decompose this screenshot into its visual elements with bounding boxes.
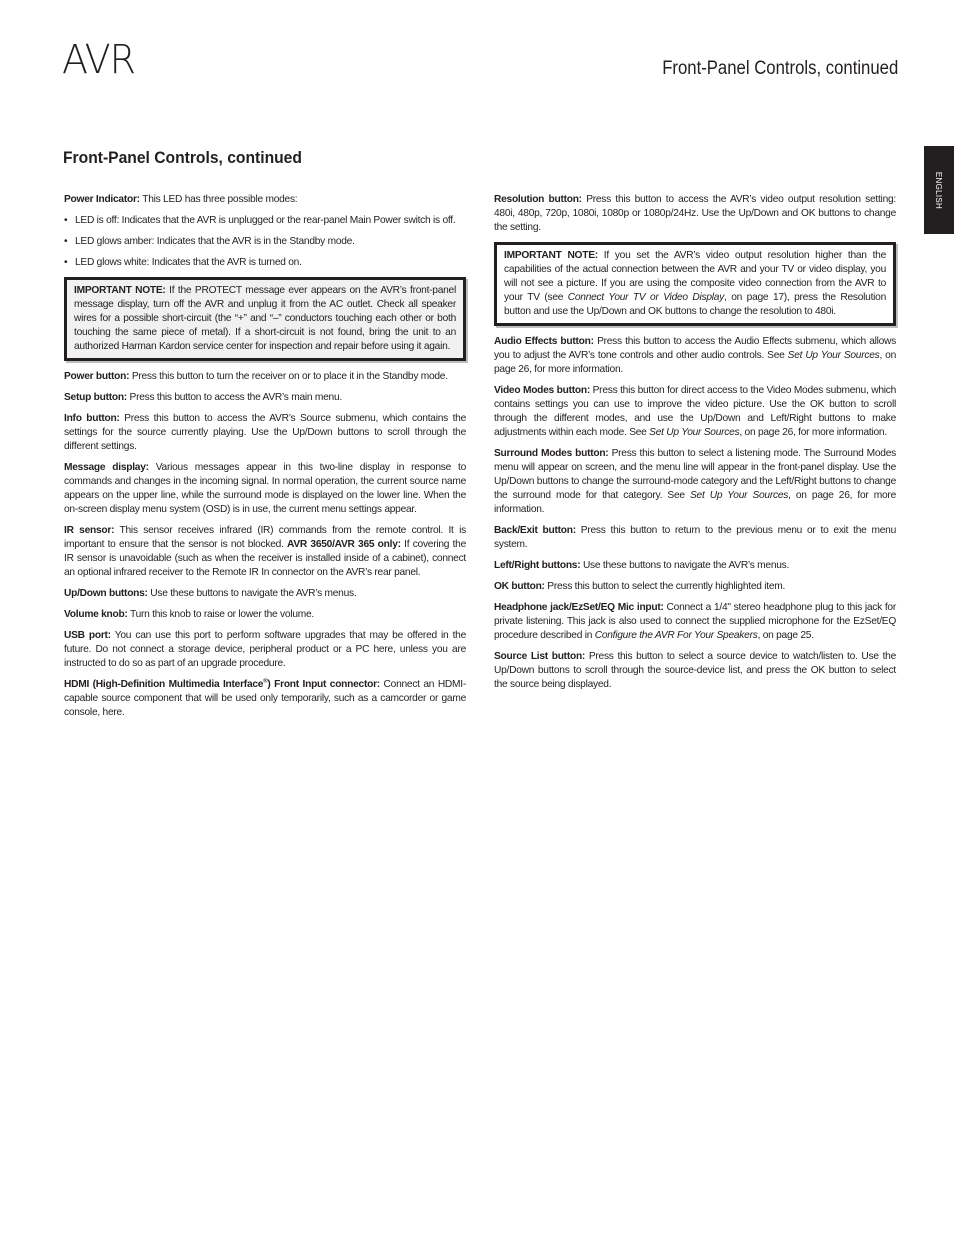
note-text: If you set the AVR’s video output resolution higher than the capabilities of the actual connection between the AVR and your TV or video display, you will not see a picture. If you are using the composite video connection from the AVR to your TV (see xyxy=(504,250,886,303)
message-display-text: Various messages appear in this two-line display in response to commands and changes in the incoming signal. In normal operation, the current source name appears on the upper line, while the surround mode is displayed on the lower line. When the on-screen display menu system (OSD) is in use, the current menu settings appear. xyxy=(64,462,466,515)
note-paragraph xyxy=(74,284,456,354)
audio-effects-label: Audio Effects button: xyxy=(494,336,594,347)
surround-modes-text-2: , on page 26, for more information. xyxy=(494,490,896,515)
list-item xyxy=(64,214,466,228)
headphone-jack-label: Headphone jack/EzSet/EQ Mic input: xyxy=(494,602,664,613)
source-list-text: Press this button to select a source device to watch/listen to. Use the Up/Down buttons to scroll through the source-device list, and press the OK button to select the source being displayed. xyxy=(494,651,896,690)
info-button-label: Info button: xyxy=(64,413,120,424)
updown-buttons-paragraph xyxy=(64,587,466,601)
led-modes-list xyxy=(64,214,466,270)
power-indicator-text: This LED has three possible modes: xyxy=(139,194,298,205)
list-item-text: LED glows amber: Indicates that the AVR is in the Standby mode. xyxy=(75,236,355,247)
volume-knob-paragraph xyxy=(64,608,466,622)
ok-button-text: Press this button to select the currently highlighted item. xyxy=(544,581,786,592)
ok-button-label: OK button: xyxy=(494,581,545,592)
hdmi-label-part-b: ) Front Input connector: xyxy=(267,679,380,690)
hdmi-text: Connect an HDMI-capable source component that will be used only temporarily, such as a camcorder or game console, here. xyxy=(64,679,466,718)
setup-button-label: Setup button: xyxy=(64,392,127,403)
section-title: Front-Panel Controls, continued xyxy=(63,148,302,167)
ir-sensor-models: AVR 3650/AVR 365 only: xyxy=(287,539,401,550)
source-list-paragraph xyxy=(494,650,896,692)
power-button-text: Press this button to turn the receiver on or to place it in the Standby mode. xyxy=(129,371,448,382)
usb-port-label: USB port: xyxy=(64,630,111,641)
audio-effects-reference: Set Up Your Sources xyxy=(787,350,880,361)
headphone-jack-text-2: , on page 25. xyxy=(757,630,814,641)
back-exit-paragraph xyxy=(494,524,896,552)
left-right-buttons-text: Use these buttons to navigate the AVR’s menus. xyxy=(580,560,790,571)
updown-buttons-text: Use these buttons to navigate the AVR’s menus. xyxy=(147,588,357,599)
headphone-jack-paragraph xyxy=(494,601,896,643)
hdmi-front-input-paragraph xyxy=(64,678,466,720)
source-list-label: Source List button: xyxy=(494,651,586,662)
video-modes-label: Video Modes button: xyxy=(494,385,590,396)
right-column xyxy=(494,193,896,699)
power-indicator-paragraph xyxy=(64,193,466,207)
back-exit-label: Back/Exit button: xyxy=(494,525,576,536)
list-item-text: LED is off: Indicates that the AVR is unplugged or the rear-panel Main Power switch is off. xyxy=(75,215,456,226)
note-paragraph xyxy=(504,249,886,319)
left-column xyxy=(64,193,466,727)
left-right-buttons-paragraph xyxy=(494,559,896,573)
info-button-text: Press this button to access the AVR’s Source submenu, which contains the settings for the source currently playing. Use the Up/Down buttons to scroll through the different settings. xyxy=(64,413,466,452)
headphone-jack-text: Connect a 1/4" stereo headphone plug to this jack for private listening. This jack is also used to connect the supplied microphone for the EzSet/EQ procedure described in xyxy=(494,602,896,641)
ir-sensor-text: This sensor receives infrared (IR) commands from the remote control. It is important to ensure that the sensor is not blocked. xyxy=(64,525,466,550)
updown-buttons-label: Up/Down buttons: xyxy=(64,588,148,599)
important-note-resolution xyxy=(494,242,896,326)
registered-mark: ® xyxy=(263,678,268,685)
hdmi-label-part-a: HDMI (High-Definition Multimedia Interface xyxy=(64,679,264,690)
audio-effects-text-2: , on page 26, for more information. xyxy=(494,350,896,375)
hdmi-label xyxy=(64,679,380,690)
ir-sensor-paragraph xyxy=(64,524,466,580)
setup-button-paragraph xyxy=(64,391,466,405)
list-item-text: LED glows white: Indicates that the AVR is turned on. xyxy=(75,257,302,268)
headphone-jack-reference: Configure the AVR For Your Speakers xyxy=(594,630,758,641)
resolution-button-label: Resolution button: xyxy=(494,194,582,205)
back-exit-text: Press this button to return to the previous menu or to exit the menu system. xyxy=(494,525,896,550)
resolution-button-paragraph xyxy=(494,193,896,235)
ir-sensor-text-2: If covering the IR sensor is unavoidable (such as when the receiver is installed inside of a cabinet), connect an optional infrared receiver to the Remote IR In connector on the AVR’s rear panel. xyxy=(64,539,466,578)
surround-modes-label: Surround Modes button: xyxy=(494,448,609,459)
list-item xyxy=(64,256,466,270)
note-text: If the PROTECT message ever appears on the AVR’s front-panel message display, turn off the AVR and unplug it from the AC outlet. Check all speaker wires for a possible short-circuit (the “+” and “–” conductors touching each other or both touching the same piece of metal). If a short-circuit is not found, bring the unit to an authorized Harman Kardon service center for inspection and repair before using it again. xyxy=(74,285,456,352)
bullet-icon: • xyxy=(64,215,68,226)
power-button-paragraph xyxy=(64,370,466,384)
video-modes-reference: Set Up Your Sources xyxy=(649,427,740,438)
power-indicator-label: Power Indicator: xyxy=(64,194,140,205)
note-text-2: , on page 17), press the Resolution button and use the Up/Down and OK buttons to change the resolution to 480i. xyxy=(504,292,886,317)
message-display-paragraph xyxy=(64,461,466,517)
note-label: IMPORTANT NOTE: xyxy=(504,250,598,261)
usb-port-paragraph xyxy=(64,629,466,671)
volume-knob-label: Volume knob: xyxy=(64,609,128,620)
ok-button-paragraph xyxy=(494,580,896,594)
bullet-icon: • xyxy=(64,257,68,268)
surround-modes-text: Press this button to select a listening mode. The Surround Modes menu will appear on screen, and the menu line will appear in the front-panel display. Use the Up/Down buttons to change the surround-mode category and the Left/Right buttons to change the surround mode for that category. See xyxy=(494,448,896,501)
list-item xyxy=(64,235,466,249)
volume-knob-text: Turn this knob to raise or lower the volume. xyxy=(127,609,314,620)
power-button-label: Power button: xyxy=(64,371,130,382)
note-reference: Connect Your TV or Video Display xyxy=(567,292,725,303)
surround-modes-paragraph xyxy=(494,447,896,517)
surround-modes-reference: Set Up Your Sources xyxy=(690,490,789,501)
resolution-button-text: Press this button to access the AVR’s video output resolution setting: 480i, 480p, 720p, 1080i, 1080p or 1080p/24Hz. Use the Up/Down and OK buttons to change the setting. xyxy=(494,194,896,233)
language-tab-label: ENGLISH xyxy=(934,171,944,209)
video-modes-text-2: , on page 26, for more information. xyxy=(739,427,887,438)
running-header-title: Front-Panel Controls, continued xyxy=(661,58,898,79)
usb-port-text: You can use this port to perform software upgrades that may be offered in the future. Do not connect a storage device, peripheral product or a PC here, unless you are instructed to do so as part of an upgrade procedure. xyxy=(64,630,466,669)
message-display-label: Message display: xyxy=(64,462,149,473)
video-modes-paragraph xyxy=(494,384,896,440)
ir-sensor-label: IR sensor: xyxy=(64,525,115,536)
bullet-icon: • xyxy=(64,236,68,247)
setup-button-text: Press this button to access the AVR’s main menu. xyxy=(126,392,342,403)
language-tab xyxy=(924,146,954,234)
avr-logo: AVR xyxy=(62,37,136,83)
audio-effects-text: Press this button to access the Audio Effects submenu, which allows you to adjust the AVR’s tone controls and other audio controls. See xyxy=(494,336,896,361)
important-note-protect xyxy=(64,277,466,361)
video-modes-text: Press this button for direct access to the Video Modes submenu, which contains settings you can use to improve the video picture. Use the OK button to scroll through the different modes, and use the Up/Down and Left/Right buttons to make adjustments within each mode. See xyxy=(494,385,897,438)
note-label: IMPORTANT NOTE: xyxy=(74,285,166,296)
info-button-paragraph xyxy=(64,412,466,454)
left-right-buttons-label: Left/Right buttons: xyxy=(494,560,581,571)
audio-effects-paragraph xyxy=(494,335,896,377)
